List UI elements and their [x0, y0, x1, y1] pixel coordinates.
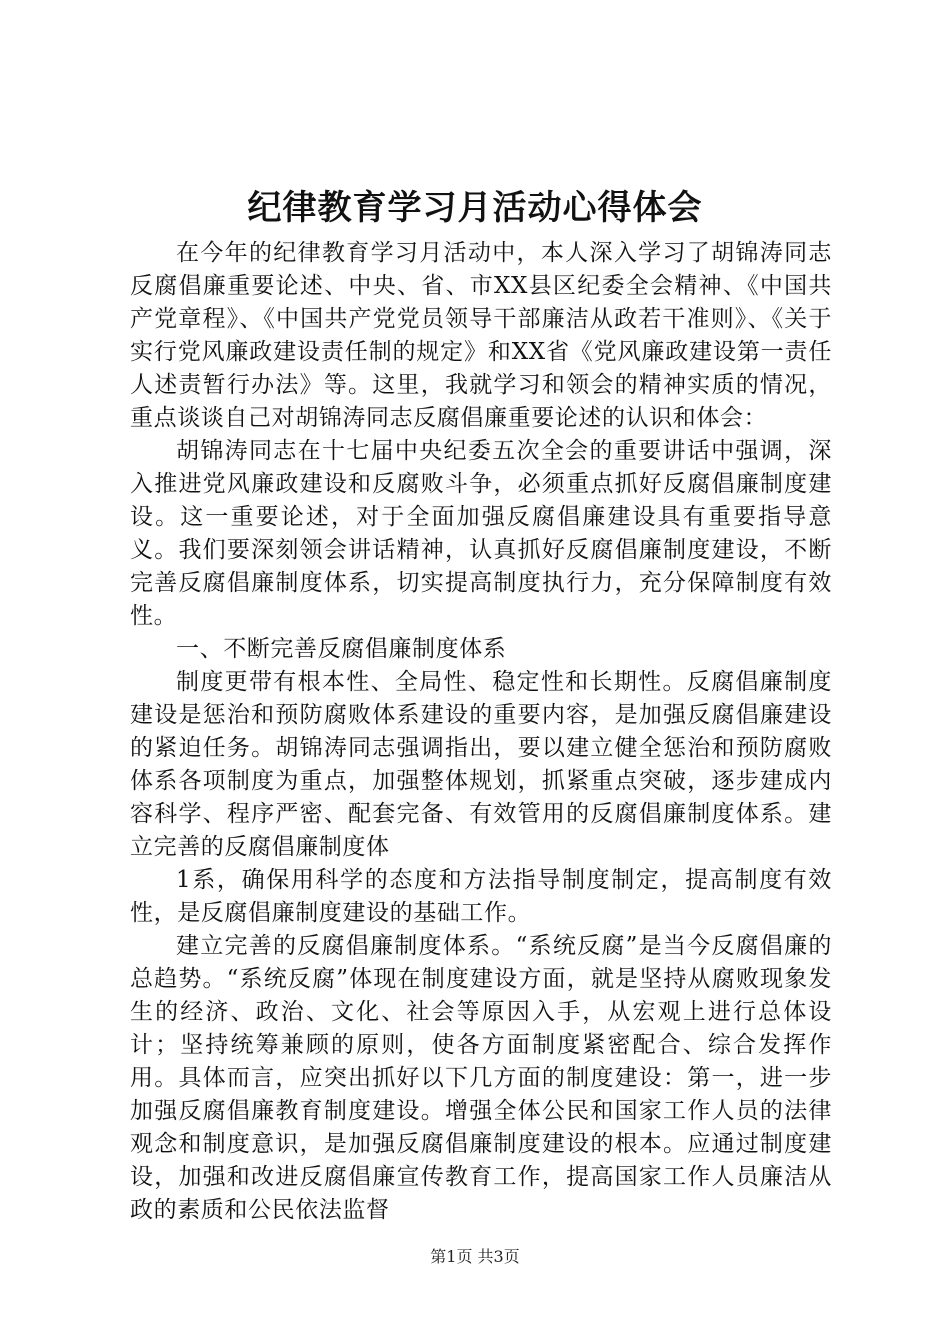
- paragraph-system-reform: 建立完善的反腐倡廉制度体系。“系统反腐”是当今反腐倡廉的总趋势。“系统反腐”体现在制度建设方面，就是坚持从腐败现象发生的经济、政治、文化、社会等原因入手，从宏观上进行总体设计；坚持统筹兼顾的原则，使各方面制度紧密配合、综合发挥作用。具体而言，应突出抓好以下几方面的制度建设：第一，进一步加强反腐倡廉教育制度建设。增强全体公民和国家工作人员的法律观念和制度意识，是加强反腐倡廉制度建设的根本。应通过制度建设，加强和改进反腐倡廉宣传教育工作，提高国家工作人员廉洁从政的素质和公民依法监督: [130, 933, 832, 1223]
- document-title: 纪律教育学习月活动心得体会: [247, 188, 703, 228]
- paragraph-intro: 在今年的纪律教育学习月活动中，本人深入学习了胡锦涛同志反腐倡廉重要论述、中央、省、市XX县区纪委全会精神、《中国共产党章程》、《中国共产党党员领导干部廉洁从政若干准则》、《关于实行党风廉政建设责任制的规定》和XX省《党风廉政建设第一责任人述责暂行办法》等。这里，我就学习和领会的精神实质的情况，重点谈谈自己对胡锦涛同志反腐倡廉重要论述的认识和体会：: [130, 240, 832, 431]
- page-number-footer: 第1页 共3页: [430, 1247, 520, 1266]
- paragraph-system: 制度更带有根本性、全局性、稳定性和长期性。反腐倡廉制度建设是惩治和预防腐败体系建设的重要内容，是加强反腐倡廉建设的紧迫任务。胡锦涛同志强调指出，要以建立健全惩治和预防腐败体系各项制度为重点，加强整体规划，抓紧重点突破，逐步建成内容科学、程序严密、配套完备、有效管用的反腐倡廉制度体系。建立完善的反腐倡廉制度体: [130, 669, 832, 860]
- document-body: [130, 237, 832, 1227]
- paragraph-continuation: 1系，确保用科学的态度和方法指导制度制定，提高制度有效性，是反腐倡廉制度建设的基础工作。: [130, 867, 832, 926]
- paragraph-speech: 胡锦涛同志在十七届中央纪委五次全会的重要讲话中强调，深入推进党风廉政建设和反腐败斗争，必须重点抓好反腐倡廉制度建设。这一重要论述，对于全面加强反腐倡廉建设具有重要指导意义。我们要深刻领会讲话精神，认真抓好反腐倡廉制度建设，不断完善反腐倡廉制度体系，切实提高制度执行力，充分保障制度有效性。: [130, 438, 832, 629]
- section-heading-1: 一、不断完善反腐倡廉制度体系: [176, 636, 507, 662]
